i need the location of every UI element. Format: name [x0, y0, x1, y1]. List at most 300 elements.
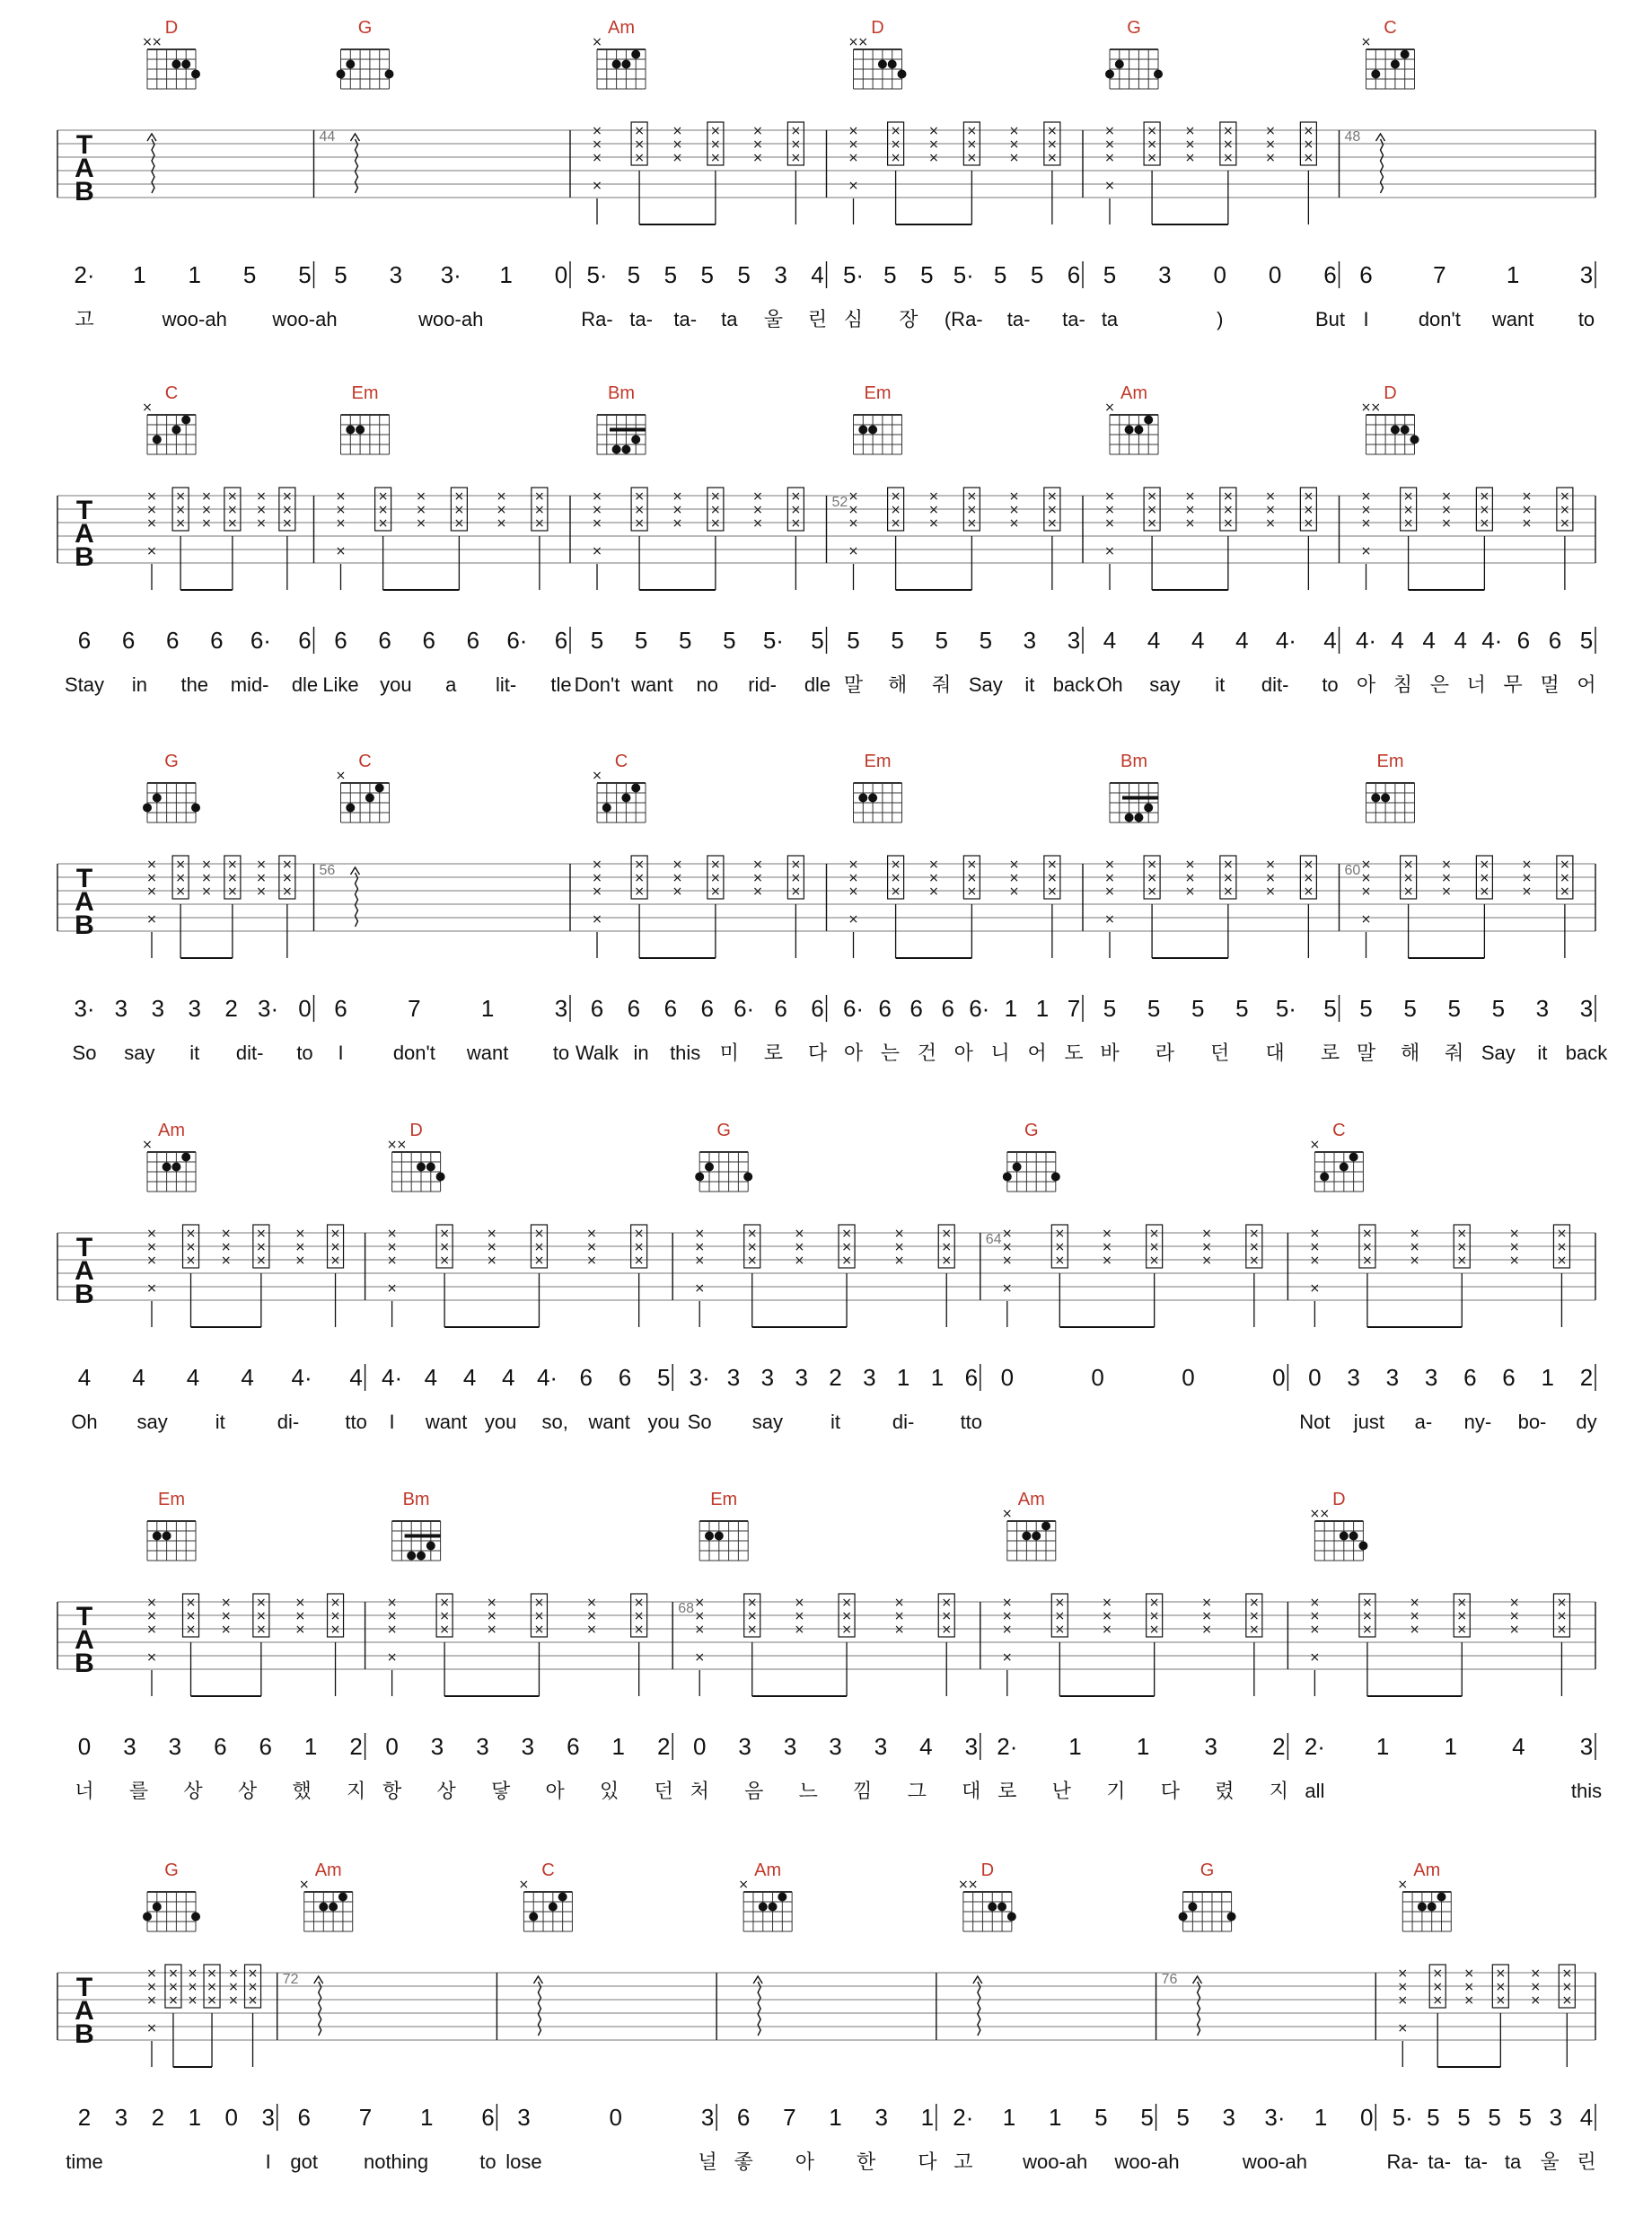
tab-clef-t: T — [75, 1233, 93, 1262]
jianpu-note: 3· — [258, 995, 279, 1022]
mute-stroke-icon: × — [1223, 503, 1234, 517]
lyric-syllable: just — [1353, 1411, 1385, 1433]
mute-stroke-icon: × — [201, 516, 212, 531]
finger-dot — [153, 1532, 162, 1541]
mute-stroke-icon: × — [1265, 871, 1276, 885]
mute-stroke-icon: × — [1479, 884, 1490, 899]
jianpu-note: 3 — [114, 995, 128, 1022]
mute-stroke-icon: × — [1001, 1227, 1013, 1241]
lyric-syllable: a- — [1414, 1411, 1433, 1433]
jianpu-note: 5· — [953, 261, 974, 288]
jianpu-note: 6 — [422, 627, 435, 654]
bass-mute-icon: × — [694, 1650, 706, 1665]
jianpu-note: 0 — [609, 2104, 623, 2131]
finger-dot — [338, 1893, 347, 1902]
lyric-syllable: Say — [968, 673, 1003, 696]
mute-stroke-icon: × — [928, 503, 939, 517]
lyric-syllable: 낌 — [853, 1780, 873, 1802]
mute-stroke-icon: × — [1402, 516, 1414, 531]
lyric-syllable: 있 — [600, 1780, 620, 1802]
jianpu-note: 3 — [554, 995, 568, 1022]
finger-dot — [631, 50, 640, 59]
finger-dot — [163, 1532, 171, 1541]
jianpu-note: 1 — [1002, 2104, 1016, 2131]
finger-dot — [346, 804, 355, 813]
jianpu-note: 4 — [1147, 627, 1161, 654]
tab-clef-t: T — [75, 496, 93, 525]
muted-string-icon: × — [518, 1878, 530, 1892]
jianpu-note: 0 — [1268, 261, 1282, 288]
jianpu-note: 5 — [935, 627, 948, 654]
mute-stroke-icon: × — [694, 1609, 706, 1623]
lyric-syllable: got — [290, 2150, 319, 2173]
mute-stroke-icon: × — [1184, 871, 1196, 885]
mute-stroke-icon: × — [220, 1240, 232, 1254]
mute-stroke-icon: × — [1479, 503, 1490, 517]
lyric-syllable: 린 — [807, 308, 828, 330]
mute-stroke-icon: × — [175, 884, 186, 899]
lyric-syllable: it — [1024, 673, 1035, 696]
jianpu-note: 3 — [1424, 1364, 1438, 1391]
lyric-syllable: woo-ah — [272, 308, 338, 330]
mute-stroke-icon: × — [201, 858, 212, 872]
mute-stroke-icon: × — [592, 503, 602, 517]
mute-stroke-icon: × — [1441, 516, 1452, 531]
finger-dot — [621, 445, 630, 454]
lyric-syllable: woo-ah — [1114, 2150, 1180, 2173]
mute-stroke-icon: × — [672, 516, 683, 531]
mute-stroke-icon: × — [416, 503, 426, 517]
lyric-syllable: ta- — [1006, 308, 1031, 330]
mute-stroke-icon: × — [1508, 1240, 1520, 1254]
lyric-syllable: Like — [322, 673, 359, 696]
finger-dot — [1418, 1903, 1427, 1912]
muted-string-icon: × — [1370, 400, 1382, 415]
tab-clef-a: A — [75, 1996, 94, 2026]
mute-stroke-icon: × — [1360, 871, 1372, 885]
mute-stroke-icon: × — [294, 1253, 306, 1268]
mute-stroke-icon: × — [710, 503, 721, 517]
finger-dot — [1349, 1532, 1358, 1541]
jianpu-note: 3 — [1023, 627, 1037, 654]
lyric-syllable: So — [687, 1411, 712, 1433]
lyric-syllable: 도 — [1064, 1042, 1084, 1064]
mute-stroke-icon: × — [592, 489, 602, 504]
lyric-syllable: 말 — [843, 673, 864, 696]
tab-clef-t: T — [75, 1973, 93, 2002]
jianpu-note: 1 — [1314, 2104, 1328, 2131]
mute-stroke-icon: × — [890, 489, 901, 504]
jianpu-note: 6 — [700, 995, 714, 1022]
lyric-syllable: ta- — [1464, 2150, 1489, 2173]
muted-string-icon: × — [1104, 400, 1115, 415]
mute-stroke-icon: × — [1561, 1993, 1573, 2008]
mute-stroke-icon: × — [1508, 1609, 1520, 1623]
muted-string-icon: × — [1309, 1138, 1321, 1152]
mute-stroke-icon: × — [146, 1240, 157, 1254]
mute-stroke-icon: × — [848, 858, 859, 872]
mute-stroke-icon: × — [1047, 871, 1058, 885]
mute-stroke-icon: × — [966, 503, 978, 517]
mute-stroke-icon: × — [1402, 871, 1414, 885]
mute-stroke-icon: × — [1530, 1980, 1542, 1994]
chord-diagram — [1361, 35, 1415, 89]
mute-stroke-icon: × — [1360, 516, 1372, 531]
mute-stroke-icon: × — [1265, 124, 1276, 138]
bass-mute-icon: × — [592, 912, 602, 927]
jianpu-note: 4 — [502, 1364, 515, 1391]
finger-dot — [1320, 1173, 1329, 1182]
mute-stroke-icon: × — [586, 1596, 597, 1610]
mute-stroke-icon: × — [1001, 1240, 1013, 1254]
lyric-syllable: dit- — [1261, 673, 1289, 696]
lyric-syllable: ny- — [1463, 1411, 1492, 1433]
mute-stroke-icon: × — [893, 1227, 905, 1241]
mute-stroke-icon: × — [1008, 151, 1020, 165]
mute-stroke-icon: × — [220, 1227, 232, 1241]
mute-stroke-icon: × — [1362, 1240, 1373, 1254]
lyric-syllable: woo-ah — [1242, 2150, 1308, 2173]
chord-name: Bm — [608, 383, 635, 403]
mute-stroke-icon: × — [586, 1623, 597, 1637]
chord-diagram — [592, 35, 646, 89]
finger-dot — [1041, 1522, 1050, 1531]
mute-stroke-icon: × — [848, 151, 859, 165]
finger-dot — [612, 445, 621, 454]
mute-stroke-icon: × — [1409, 1253, 1420, 1268]
mute-stroke-icon: × — [1560, 503, 1570, 517]
lyric-syllable: di- — [277, 1411, 300, 1433]
jianpu-note: 3· — [1264, 2104, 1286, 2131]
jianpu-note: 0 — [1213, 261, 1226, 288]
mute-stroke-icon: × — [1008, 516, 1020, 531]
jianpu-note: 1 — [133, 261, 146, 288]
lyric-syllable: want — [588, 1411, 630, 1433]
lyric-syllable: Ra- — [581, 308, 613, 330]
bass-mute-icon: × — [592, 179, 602, 193]
finger-dot — [171, 1163, 180, 1172]
mute-stroke-icon: × — [228, 1993, 239, 2008]
lyric-syllable: 지 — [346, 1780, 366, 1802]
mute-stroke-icon: × — [710, 124, 721, 138]
mute-stroke-icon: × — [1147, 858, 1157, 872]
jianpu-note: 1 — [480, 995, 495, 1022]
mute-stroke-icon: × — [890, 858, 901, 872]
mute-stroke-icon: × — [790, 124, 802, 138]
mute-stroke-icon: × — [592, 151, 602, 165]
mute-stroke-icon: × — [533, 1609, 545, 1623]
mute-stroke-icon: × — [227, 884, 238, 899]
chord-name: Am — [608, 18, 635, 38]
mute-stroke-icon: × — [790, 871, 802, 885]
arpeggio-stroke — [152, 139, 154, 193]
mute-stroke-icon: × — [439, 1623, 450, 1637]
chord-diagram — [142, 35, 200, 89]
finger-dot — [191, 1913, 200, 1922]
finger-dot — [426, 1542, 435, 1551]
mute-stroke-icon: × — [294, 1596, 306, 1610]
chord-name: G — [716, 1121, 731, 1140]
jianpu-note: 5 — [993, 261, 1007, 288]
mute-stroke-icon: × — [1556, 1623, 1568, 1637]
mute-stroke-icon: × — [1265, 151, 1276, 165]
finger-dot — [153, 794, 162, 803]
jianpu-note: 2· — [953, 2104, 974, 2131]
jianpu-note: 1 — [1375, 1733, 1390, 1760]
jianpu-note: 4 — [424, 1364, 438, 1391]
mute-stroke-icon: × — [586, 1253, 597, 1268]
jianpu-note: 5 — [298, 261, 312, 288]
mute-stroke-icon: × — [185, 1240, 197, 1254]
mute-stroke-icon: × — [534, 489, 545, 504]
mute-stroke-icon: × — [146, 871, 157, 885]
finger-dot — [319, 1903, 328, 1912]
jianpu-note: 6 — [567, 1733, 580, 1760]
jianpu-note: 6 — [964, 1364, 979, 1391]
lyric-syllable: 항 — [382, 1780, 402, 1802]
jianpu-note: 1 — [303, 1733, 318, 1760]
jianpu-note: 6 — [618, 1364, 632, 1391]
mute-stroke-icon: × — [1479, 871, 1490, 885]
jianpu-note: 0 — [1182, 1364, 1195, 1391]
arpeggio-stroke — [538, 1982, 540, 2036]
chord-diagram — [695, 1152, 752, 1192]
bass-mute-icon: × — [146, 1281, 157, 1296]
jianpu-note: 5 — [678, 627, 692, 654]
tab-clef-b: B — [75, 910, 94, 940]
mute-stroke-icon: × — [672, 151, 683, 165]
mute-stroke-icon: × — [634, 137, 645, 152]
jianpu-note: 5 — [663, 261, 678, 288]
mute-stroke-icon: × — [1248, 1609, 1260, 1623]
mute-stroke-icon: × — [282, 489, 293, 504]
mute-stroke-icon: × — [634, 151, 645, 165]
lyric-syllable: nothing — [363, 2150, 429, 2173]
mute-stroke-icon: × — [1104, 151, 1115, 165]
finger-dot — [1349, 1153, 1358, 1162]
finger-dot — [337, 70, 346, 79]
finger-dot — [1144, 804, 1153, 813]
chord-name: G — [1024, 1121, 1039, 1140]
finger-dot — [1227, 1913, 1236, 1922]
mute-stroke-icon: × — [1309, 1596, 1321, 1610]
jianpu-note: 0 — [554, 261, 568, 288]
jianpu-note: 1 — [930, 1364, 945, 1391]
jianpu-note: 5 — [634, 627, 648, 654]
finger-dot — [1125, 426, 1134, 435]
mute-stroke-icon: × — [710, 858, 721, 872]
tab-clef-a: A — [75, 1256, 94, 1286]
mute-stroke-icon: × — [633, 1609, 645, 1623]
jianpu-note: 3 — [774, 261, 787, 288]
bass-mute-icon: × — [1104, 912, 1115, 927]
lyric-syllable: want — [425, 1411, 468, 1433]
tab-clef-b: B — [75, 2019, 94, 2049]
mute-stroke-icon: × — [1409, 1623, 1420, 1637]
mute-stroke-icon: × — [386, 1609, 398, 1623]
jianpu-note: 1 — [419, 2104, 434, 2131]
finger-dot — [631, 435, 640, 444]
chord-name: Em — [710, 1490, 738, 1509]
mute-stroke-icon: × — [890, 151, 901, 165]
mute-stroke-icon: × — [1265, 503, 1276, 517]
jianpu-note: 5· — [1392, 2104, 1413, 2131]
mute-stroke-icon: × — [1561, 1966, 1573, 1981]
mute-stroke-icon: × — [175, 516, 186, 531]
mute-stroke-icon: × — [794, 1227, 805, 1241]
finger-dot — [181, 60, 190, 69]
finger-dot — [558, 1893, 567, 1902]
lyric-syllable: Oh — [1096, 673, 1123, 696]
jianpu-note: 6 — [165, 627, 180, 654]
chord-name: D — [1384, 383, 1397, 403]
lyric-syllable: lit- — [496, 673, 517, 696]
jianpu-note: 4· — [382, 1364, 403, 1391]
finger-dot — [346, 426, 355, 435]
jianpu-note: 1 — [188, 261, 201, 288]
bass-mute-icon: × — [1360, 544, 1372, 558]
bass-mute-icon: × — [1309, 1650, 1321, 1665]
mute-stroke-icon: × — [439, 1253, 450, 1268]
lyric-syllable: want — [631, 673, 673, 696]
barre-bar — [1122, 796, 1158, 800]
finger-dot — [407, 1552, 416, 1561]
jianpu-note: 6· — [842, 995, 865, 1022]
mute-stroke-icon: × — [1102, 1623, 1112, 1637]
chord-diagram — [142, 1138, 196, 1192]
mute-stroke-icon: × — [228, 1980, 239, 1994]
mute-stroke-icon: × — [634, 516, 645, 531]
jianpu-note: 3 — [261, 2104, 275, 2131]
mute-stroke-icon: × — [1409, 1596, 1420, 1610]
muted-string-icon: × — [1309, 1507, 1321, 1521]
mute-stroke-icon: × — [1104, 858, 1115, 872]
muted-string-icon: × — [592, 769, 602, 783]
muted-string-icon: × — [957, 1878, 969, 1892]
jianpu-note: 5 — [242, 261, 257, 288]
lyric-syllable: di- — [892, 1411, 915, 1433]
jianpu-note: 3 — [795, 1364, 808, 1391]
bass-mute-icon: × — [1001, 1281, 1013, 1296]
finger-dot — [329, 1903, 338, 1912]
finger-dot — [1371, 794, 1380, 803]
jianpu-note: 3 — [521, 1733, 535, 1760]
mute-stroke-icon: × — [1560, 884, 1570, 899]
mute-stroke-icon: × — [533, 1623, 545, 1637]
muted-string-icon: × — [396, 1138, 408, 1152]
jianpu-note: 5 — [891, 627, 904, 654]
jianpu-note: 6 — [466, 627, 480, 654]
mute-stroke-icon: × — [1360, 489, 1372, 504]
mute-stroke-icon: × — [746, 1227, 758, 1241]
tab-clef-t: T — [75, 1602, 93, 1632]
mute-stroke-icon: × — [175, 503, 186, 517]
jianpu-note: 4 — [132, 1364, 145, 1391]
lyric-syllable: in — [131, 673, 147, 696]
jianpu-note: 5· — [1275, 995, 1296, 1022]
mute-stroke-icon: × — [255, 1596, 267, 1610]
mute-stroke-icon: × — [1495, 1980, 1507, 1994]
mute-stroke-icon: × — [1508, 1253, 1520, 1268]
mute-stroke-icon: × — [386, 1596, 398, 1610]
mute-stroke-icon: × — [1104, 871, 1115, 885]
jianpu-note: 5· — [762, 627, 784, 654]
mute-stroke-icon: × — [282, 858, 293, 872]
mute-stroke-icon: × — [335, 503, 347, 517]
mute-stroke-icon: × — [966, 884, 978, 899]
mute-stroke-icon: × — [1054, 1227, 1066, 1241]
muted-string-icon: × — [298, 1878, 310, 1892]
mute-stroke-icon: × — [790, 884, 802, 899]
jianpu-note: 6 — [378, 627, 391, 654]
mute-stroke-icon: × — [146, 858, 157, 872]
mute-stroke-icon: × — [890, 516, 901, 531]
muted-string-icon: × — [151, 35, 163, 49]
chord-name: C — [541, 1860, 555, 1880]
mute-stroke-icon: × — [672, 871, 683, 885]
lyric-syllable: Say — [1481, 1042, 1516, 1064]
lyric-syllable: woo-ah — [418, 308, 484, 330]
jianpu-note: 7 — [358, 2104, 373, 2131]
jianpu-note: 5 — [1094, 2104, 1108, 2131]
chord-name: G — [164, 752, 179, 771]
jianpu-note: 3 — [151, 995, 165, 1022]
bass-mute-icon: × — [848, 544, 859, 558]
jianpu-note: 1 — [611, 1733, 626, 1760]
mute-stroke-icon: × — [486, 1623, 497, 1637]
mute-stroke-icon: × — [592, 516, 602, 531]
jianpu-note: 2 — [1579, 1364, 1594, 1391]
jianpu-note: 6 — [554, 627, 568, 654]
mute-stroke-icon: × — [256, 858, 267, 872]
jianpu-note: 3 — [1579, 995, 1594, 1022]
mute-stroke-icon: × — [1456, 1240, 1468, 1254]
mute-stroke-icon: × — [386, 1623, 398, 1637]
jianpu-note: 4 — [1191, 627, 1205, 654]
mute-stroke-icon: × — [586, 1609, 597, 1623]
mute-stroke-icon: × — [386, 1253, 398, 1268]
mute-stroke-icon: × — [1265, 858, 1276, 872]
mute-stroke-icon: × — [928, 489, 939, 504]
mute-stroke-icon: × — [1148, 1623, 1160, 1637]
measure-number: 52 — [831, 495, 848, 510]
mute-stroke-icon: × — [890, 884, 901, 899]
chord-diagram — [392, 1521, 441, 1561]
mute-stroke-icon: × — [1223, 137, 1234, 152]
jianpu-note: 3 — [517, 2104, 531, 2131]
jianpu-note: 6 — [1502, 1364, 1516, 1391]
chord-name: G — [357, 18, 373, 38]
lyric-syllable: 지 — [1269, 1780, 1289, 1802]
mute-stroke-icon: × — [710, 489, 721, 504]
mute-stroke-icon: × — [1054, 1240, 1066, 1254]
jianpu-note: 4 — [1422, 627, 1436, 654]
mute-stroke-icon: × — [746, 1623, 758, 1637]
lyric-syllable: a — [445, 673, 457, 696]
mute-stroke-icon: × — [672, 124, 683, 138]
mute-stroke-icon: × — [848, 503, 859, 517]
chord-name: Am — [754, 1860, 782, 1880]
mute-stroke-icon: × — [1248, 1227, 1260, 1241]
mute-stroke-icon: × — [672, 884, 683, 899]
mute-stroke-icon: × — [710, 884, 721, 899]
chord-name: C — [1384, 18, 1397, 38]
jianpu-note: 5 — [1488, 2104, 1501, 2131]
chord-name: Am — [1120, 383, 1147, 403]
lyric-syllable: dle — [804, 673, 831, 696]
mute-stroke-icon: × — [533, 1227, 545, 1241]
lyric-syllable: dit- — [235, 1042, 264, 1064]
